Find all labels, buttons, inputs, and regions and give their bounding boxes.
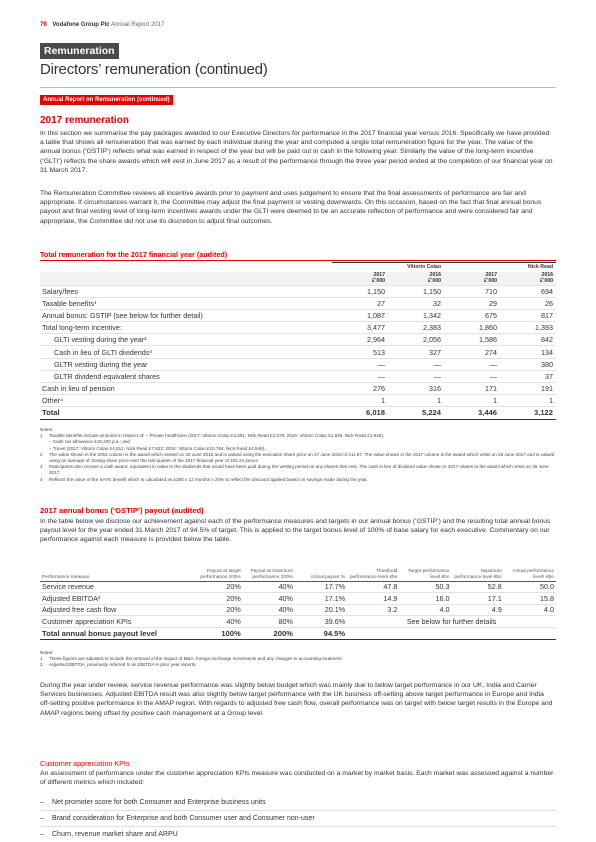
gstp-commentary: During the year under review, service revenue performance was slightly below budget which was mainly due to below target performance in our UK, India and Carrier Services businesses. Adjusted EBITDA result was also slightly below target performance with the UK business off-setting above target performance in Europe and India off-setting positive performance in the AMAP region. With regards to adjusted free cash flow, overall performance was on target with below target results in the Europe and AMAP regions being offset by positive cash management at a Group level. bbox=[40, 682, 553, 717]
note-number: 1 bbox=[40, 656, 43, 662]
row-value: 171 bbox=[444, 382, 500, 394]
gstp-row-value: 40% bbox=[191, 616, 243, 628]
row-value: 274 bbox=[444, 346, 500, 358]
intro-paragraph-2: The Remuneration Committee reviews all incentive awards prior to payment and uses judgement to ensure that the final assessments of performance are fair and appropriate. If circumstances warrant it, the Committee may adjust the final payment or vesting downwards. On this occasion, based on the fact that final annual bonus payout and final vesting level of long-term incentives awards under the GLTI were deemed to be an accurate reflection of performance and were considered fair and appropriate, the Committee did not use its discretion to adjust final outcomes. bbox=[40, 190, 542, 225]
row-value: 316 bbox=[388, 382, 444, 394]
row-value: 26 bbox=[500, 298, 556, 310]
header-nick-read: Nick Read bbox=[444, 263, 556, 272]
row-value: 675 bbox=[444, 310, 500, 322]
note-text: These figures are adjusted to include the removal of the impact of M&A, foreign exchange movements and any changes in accounting treatment. bbox=[49, 656, 343, 662]
bullet-text: Churn, revenue market share and ARPU bbox=[52, 831, 178, 838]
gstp-row-value: 40% bbox=[243, 604, 295, 616]
row-value: 32 bbox=[388, 298, 444, 310]
gstp-row-value: 20% bbox=[191, 581, 243, 593]
gstp-total-row bbox=[40, 627, 556, 639]
gstp-total-value: 200% bbox=[243, 627, 295, 639]
note-number: 2 bbox=[40, 662, 43, 668]
gstp-row-value: 40% bbox=[243, 581, 295, 593]
row-value: 37 bbox=[500, 370, 556, 382]
row-label: Total long-term incentive: bbox=[40, 322, 332, 334]
gstp-table-header bbox=[40, 554, 556, 581]
gstp-row bbox=[40, 604, 556, 616]
row-label: GLTI vesting during the year² bbox=[40, 334, 332, 346]
bullet-dash: – bbox=[40, 831, 44, 838]
bullet-text: Brand consideration for Enterprise and both Consumer user and Consumer non-user bbox=[52, 815, 315, 822]
gstp-row bbox=[40, 593, 556, 605]
gstp-row-value: 40% bbox=[243, 593, 295, 605]
row-value: 1 bbox=[332, 394, 388, 406]
row-value: 817 bbox=[500, 310, 556, 322]
page-number: 78 bbox=[40, 22, 47, 28]
note-text: – Travel (2017: Vittorio Colao £4,812, Nick Read £7,933; 2016: Vittorio Colao £10,764, Nick Read £4,546). bbox=[49, 445, 266, 451]
total-label: Total bbox=[40, 406, 332, 419]
gstp-row-value: 17.7% bbox=[295, 581, 347, 593]
table-row bbox=[40, 382, 556, 394]
note-text: Taxable benefits include amounts in respect of: – Private healthcare (2017: Vittorio Colao £3,091, Nick Read £2,079; 2016: Vittorio Colao £1,946, Nick Read £1,946); bbox=[49, 433, 385, 439]
gstp-row-label: Adjusted EBITDA² bbox=[40, 593, 191, 605]
header-year: 2017 £’000 bbox=[444, 272, 500, 286]
row-label: Salary/fees bbox=[40, 286, 332, 298]
row-value: 27 bbox=[332, 298, 388, 310]
gstp-row-value: 17.1% bbox=[295, 593, 347, 605]
total-value: 3,446 bbox=[444, 406, 500, 419]
remuneration-table bbox=[40, 262, 556, 420]
gstp-row-value: 4.0 bbox=[399, 604, 451, 616]
header-vittorio-colao: Vittorio Colao bbox=[332, 263, 444, 272]
kpi-heading: Customer appreciation KPIs bbox=[40, 759, 130, 768]
gstp-notes bbox=[40, 650, 556, 669]
section-heading: 2017 remuneration bbox=[40, 115, 129, 126]
note-text: – Cash car allowance £19,200 p.a.; and bbox=[49, 439, 130, 445]
remuneration-table-title: Total remuneration for the 2017 financial year (audited) bbox=[40, 250, 228, 259]
row-value: 842 bbox=[500, 334, 556, 346]
total-value: 5,224 bbox=[388, 406, 444, 419]
running-header bbox=[40, 22, 164, 28]
row-value: 2,964 bbox=[332, 334, 388, 346]
table-row bbox=[40, 358, 556, 370]
row-value: — bbox=[332, 358, 388, 370]
note-text: Reflects the value of the SAYE benefit which is calculated as £250 x 12 months x 20% to reflect the discount applied based on savings made during the year. bbox=[49, 476, 368, 482]
table-row bbox=[40, 346, 556, 358]
gstp-row-label: Service revenue bbox=[40, 581, 191, 593]
row-value: — bbox=[332, 370, 388, 382]
row-label: Annual bonus: GSTIP (see below for further detail) bbox=[40, 310, 332, 322]
gstp-table bbox=[40, 554, 556, 640]
gstp-row-value: 52.8 bbox=[452, 581, 504, 593]
gstp-heading: 2017 annual bonus (‘GSTIP’) payout (audited) bbox=[40, 506, 204, 515]
gstp-row-value: 50.0 bbox=[504, 581, 556, 593]
gstp-header-cell: Actual payout % bbox=[295, 554, 347, 581]
row-value: 1 bbox=[444, 394, 500, 406]
total-value: 6,018 bbox=[332, 406, 388, 419]
bullet-dash: – bbox=[40, 799, 44, 806]
note-item bbox=[40, 464, 556, 476]
table-row bbox=[40, 286, 556, 298]
header-year: 2016 £’000 bbox=[500, 272, 556, 286]
row-label: GLTR vesting during the year bbox=[40, 358, 332, 370]
kpi-bullet-list bbox=[40, 795, 556, 842]
gstp-row-value: 4.0 bbox=[504, 604, 556, 616]
gstp-row-value: 3.2 bbox=[347, 604, 399, 616]
row-value: — bbox=[388, 358, 444, 370]
row-value: 1 bbox=[388, 394, 444, 406]
gstp-header-cell: Target performance level €bn bbox=[399, 554, 451, 581]
header-year: 2017 £’000 bbox=[332, 272, 388, 286]
gstp-row bbox=[40, 616, 556, 628]
gstp-total-label: Total annual bonus payout level bbox=[40, 627, 191, 639]
row-value: 29 bbox=[444, 298, 500, 310]
gstp-row-value: 14.9 bbox=[347, 593, 399, 605]
table-title-rule bbox=[40, 260, 556, 261]
bullet-item bbox=[40, 795, 556, 811]
gstp-row-value: 16.0 bbox=[399, 593, 451, 605]
gstp-row-value: 15.8 bbox=[504, 593, 556, 605]
gstp-header-cell: Threshold performance level €bn bbox=[347, 554, 399, 581]
gstp-header-cell: Actual performance level¹ €bn bbox=[504, 554, 556, 581]
section-tag: Remuneration bbox=[40, 43, 119, 59]
company-name: Vodafone Group Plc bbox=[52, 22, 110, 28]
row-label: Cash in lieu of pension bbox=[40, 382, 332, 394]
notes-heading: Notes: bbox=[40, 427, 54, 432]
notes-heading: Notes: bbox=[40, 650, 54, 655]
gstp-header-cell: Maximum performance level €bn bbox=[452, 554, 504, 581]
page-title: Directors’ remuneration (continued) bbox=[40, 61, 268, 78]
row-label: GLTR dividend equivalent shares bbox=[40, 370, 332, 382]
row-label: Taxable benefits¹ bbox=[40, 298, 332, 310]
row-label: Other⁴ bbox=[40, 394, 332, 406]
row-label: Cash in lieu of GLTI dividends³ bbox=[40, 346, 332, 358]
row-value: 1 bbox=[500, 394, 556, 406]
row-value: 1,087 bbox=[332, 310, 388, 322]
bullet-item bbox=[40, 827, 556, 842]
row-value: 1,860 bbox=[444, 322, 500, 334]
row-value: 3,477 bbox=[332, 322, 388, 334]
gstp-row-value: 17.1 bbox=[452, 593, 504, 605]
row-value: 710 bbox=[444, 286, 500, 298]
gstp-row-value: 80% bbox=[243, 616, 295, 628]
note-number: 3 bbox=[40, 464, 43, 470]
note-item bbox=[40, 662, 556, 668]
table-row bbox=[40, 334, 556, 346]
row-value: — bbox=[444, 370, 500, 382]
gstp-row-value: 50.3 bbox=[399, 581, 451, 593]
gstp-row-value: 20% bbox=[191, 593, 243, 605]
gstp-total-value: 94.5% bbox=[295, 627, 347, 639]
note-number: 1 bbox=[40, 433, 43, 439]
row-value: 2,056 bbox=[388, 334, 444, 346]
gstp-header-cell: Payout at target performance 100% bbox=[191, 554, 243, 581]
gstp-row-value: 39.6% bbox=[295, 616, 347, 628]
report-name: Annual Report 2017 bbox=[110, 22, 165, 28]
row-value: 694 bbox=[500, 286, 556, 298]
row-value: 1,586 bbox=[444, 334, 500, 346]
row-value: 1,342 bbox=[388, 310, 444, 322]
note-number: 2 bbox=[40, 451, 43, 457]
remuneration-notes bbox=[40, 427, 556, 483]
kpi-paragraph: An assessment of performance under the customer appreciation KPIs measure was conducted on a market by market basis. Each market was assessed against a number of different metrics which included: bbox=[40, 770, 554, 787]
row-value: 513 bbox=[332, 346, 388, 358]
row-value: 1,150 bbox=[332, 286, 388, 298]
gstp-row-value: 20% bbox=[191, 604, 243, 616]
gstp-header-cell: Payout at maximum performance 200% bbox=[243, 554, 295, 581]
table-row bbox=[40, 394, 556, 406]
row-value: — bbox=[388, 370, 444, 382]
row-value: 276 bbox=[332, 382, 388, 394]
table-row bbox=[40, 370, 556, 382]
note-number: 4 bbox=[40, 476, 43, 482]
gstp-row-label: Customer appreciation KPIs bbox=[40, 616, 191, 628]
gstp-row bbox=[40, 581, 556, 593]
table-total-row bbox=[40, 406, 556, 419]
row-value: 327 bbox=[388, 346, 444, 358]
gstp-row-label: Adjusted free cash flow bbox=[40, 604, 191, 616]
row-value: — bbox=[444, 358, 500, 370]
table-header-years bbox=[40, 272, 556, 286]
note-item bbox=[40, 477, 556, 483]
total-value: 3,122 bbox=[500, 406, 556, 419]
header-year: 2016 £’000 bbox=[388, 272, 444, 286]
gstp-row-value: 4.9 bbox=[452, 604, 504, 616]
gstp-span-note: See below for further details bbox=[347, 616, 556, 628]
gstp-header-cell: Performance measure bbox=[40, 554, 191, 581]
subsection-tag: Annual Report on Remuneration (continued) bbox=[40, 95, 173, 105]
row-value: 1,393 bbox=[500, 322, 556, 334]
gstp-row-value: 20.1% bbox=[295, 604, 347, 616]
note-text: Participants also receive a cash award, equivalent in value to the dividends that would have been paid during the vesting period on any shares that vest. The cash in lieu of dividend value shown in 2017 relates to the award which vests on 26 June 2017. bbox=[49, 464, 549, 476]
row-value: 134 bbox=[500, 346, 556, 358]
bullet-dash: – bbox=[40, 815, 44, 822]
table-row bbox=[40, 298, 556, 310]
gstp-row-value: 47.8 bbox=[347, 581, 399, 593]
bullet-item bbox=[40, 811, 556, 827]
table-row bbox=[40, 322, 556, 334]
bullet-text: Net promoter score for both Consumer and Enterprise business units bbox=[52, 799, 266, 806]
gstp-total-value: 100% bbox=[191, 627, 243, 639]
row-value: 380 bbox=[500, 358, 556, 370]
gstp-paragraph: In the table below we disclose our achievement against each of the performance measures and targets in our annual bonus (‘GSTIP’) and the resulting total annual bonus payout level for the year ended 31 March 2017 of 94.5% of target. This is applied to the target bonus level of 100% of base salary for each executive. Commentary on our performance against each measure is provided below the table. bbox=[40, 518, 551, 544]
row-value: 2,383 bbox=[388, 322, 444, 334]
row-value: 191 bbox=[500, 382, 556, 394]
table-header-people bbox=[40, 263, 556, 272]
title-rule bbox=[40, 87, 556, 88]
intro-paragraph-1: In this section we summarise the pay packages awarded to our Executive Directors for performance in the 2017 financial year versus 2016. Specifically we have provided a table that shows all remuneration that was earned by each individual during the year and computed a single total remuneration figure for the year. The value of the annual bonus (‘GSTIP’) reflects what was earned in respect of the year but will be paid out in cash in the following year. Similarly the value of the long-term incentive (‘GLTI’) reflects the share awards which will vest in June 2017 as a result of the performance through the three year period ended at the completion of our financial year on 31 March 2017. bbox=[40, 130, 553, 174]
note-text: The value shown in the 2016 column is the award which vested on 26 June 2016 and is valued using the execution share price on 27 June 2016 of 211.87. The value shown in the 2017 column is the award which vests on 26 June 2017 and is valued using an average of closing share price over the last quarter of the 2017 financial year of 203.24 pence. bbox=[49, 451, 555, 464]
note-text: Adjusted EBITDA, previously referred to as EBITDA in prior year reports. bbox=[49, 662, 197, 668]
row-value: 1,150 bbox=[388, 286, 444, 298]
note-item bbox=[40, 452, 556, 464]
table-row bbox=[40, 310, 556, 322]
